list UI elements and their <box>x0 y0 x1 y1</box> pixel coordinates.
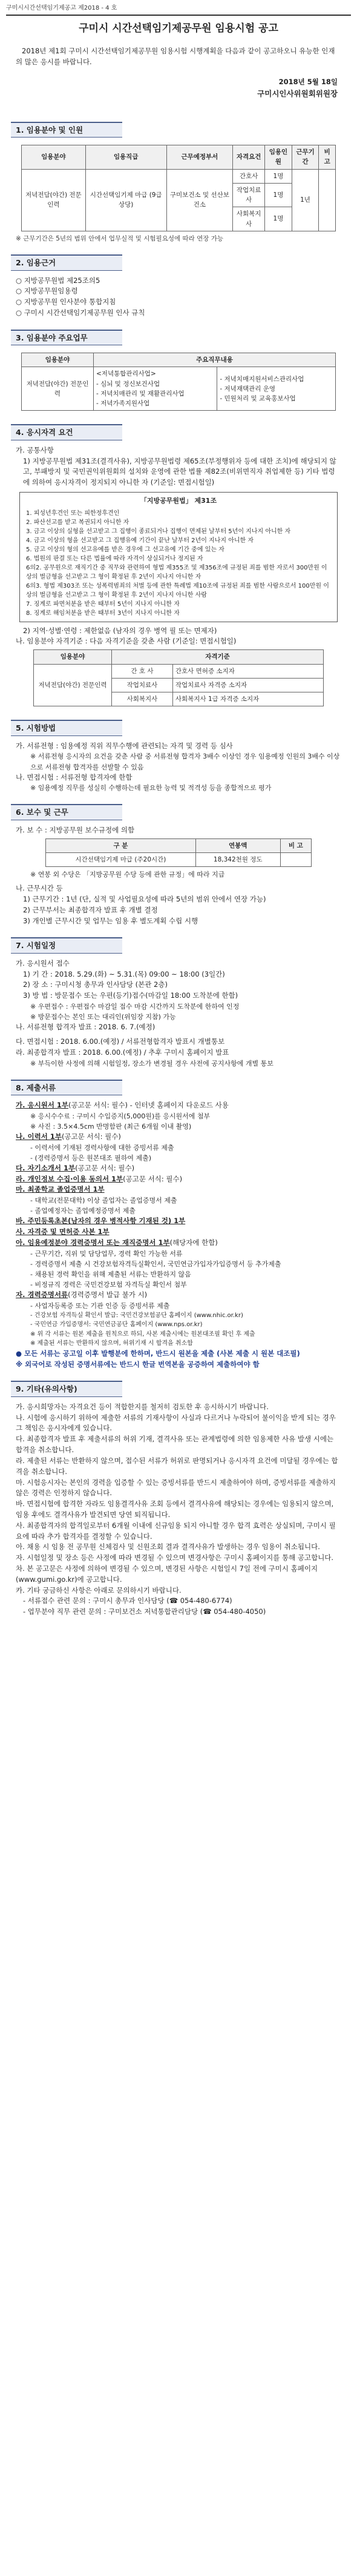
table-cell: 간 호 사 <box>112 664 173 678</box>
section-title-other: 9. 기타(유의사항) <box>11 1381 122 1396</box>
law-item: 8. 징계로 해임처분을 받은 때부터 3년이 지나지 아니한 자 <box>26 609 180 617</box>
list-item: 3) 개인별 근무시간 및 업무는 임용 후 별도계획 수립 시행 <box>23 916 198 925</box>
paragraph: 1) 지방공무원법 제31조(결격사유), 지방공무원법령 제65조(부정행위자 등에 대한 조치)에 해당되지 않고, 부패방지 및 국민권익위원회의 설치와 운영에 관한 법률 제82조(비위면직자 취업제한 등) 기타 법령에 의하여 응시자격이 정지되지 아니한 자 (기준일: 면접시험일) <box>23 456 336 487</box>
note-item: - 건강보험 자격득실 확인서 발급: 국민건강보험공단 홈페이지 (www.nhic.or.kr) <box>30 1312 243 1319</box>
law-item: 6의3. 형법 제303조 또는 성폭력범죄의 처벌 등에 관한 특례법 제10조에 규정된 죄를 범한 사람으로서 100만원 이상의 벌금형을 선고받고 그 형이 확정된 후 2년이 지나지 아니한 사람 <box>26 582 329 599</box>
list-item: ○ 구미시 시간선택임기제공무원 인사 규칙 <box>16 308 145 317</box>
col-header: 자격기준 <box>112 650 324 664</box>
documents-list <box>6 1100 351 1311</box>
law-item: 2. 파산선고를 받고 복권되지 아니한 자 <box>26 519 129 526</box>
document-item-title: 가. 응시원서 1부 <box>16 1101 69 1110</box>
section-title-eligibility: 4. 응시자격 요건 <box>11 424 122 440</box>
document-item-detail: ※ 응시수수료 : 구미시 수입증지(5,000원)를 응시원서에 첨부 <box>30 1112 211 1120</box>
table-cell: 저녁전담(야간) 전문인력 <box>22 169 86 231</box>
col-header: 비고 <box>319 145 336 170</box>
law-item: 7. 징계로 파면처분을 받은 때부터 5년이 지나지 아니한 자 <box>26 600 180 608</box>
section-title-pay: 6. 보수 및 근무 <box>11 804 122 820</box>
duties-right <box>217 367 336 411</box>
col-header: 주요직무내용 <box>94 353 336 367</box>
duty-item: - 저녁치매관리 및 재활관리사업 <box>96 390 185 397</box>
header-divider <box>6 15 351 16</box>
duty-item: - 저녁가족지원사업 <box>96 400 150 408</box>
important-notice: ※ 외국어로 작성된 증명서류에는 반드시 한글 번역본을 공증하여 제출하여야 함 <box>16 1359 260 1369</box>
notice-number: 구미시시간선택임기제공고 제2018 - 4 호 <box>6 5 117 12</box>
section-title-positions: 1. 임용분야 및 인원 <box>11 122 122 138</box>
list-item: 다. 최종합격자 발표 후 제출서류의 허위 기재, 결격사유 또는 관계법령에 의한 임용제한 사유 발생 시에는 합격을 취소합니다. <box>16 1435 334 1455</box>
col-header: 임용분야 <box>22 145 86 170</box>
paragraph: 나. 근무시간 등 <box>16 884 63 893</box>
list-item: 사. 최종합격자의 합격일로부터 6개월 이내에 신규임용 되지 아니할 경우 합격 효력은 상실되며, 구미시 필요에 따라 추가 합격자를 결정할 수 있습니다. <box>16 1521 336 1541</box>
document-item-desc: (공고문 서식: 필수) <box>123 1174 183 1183</box>
document-item-detail: - 졸업예정자는 졸업예정증명서 제출 <box>30 1207 136 1215</box>
note-item: ※ 임용예정 직무를 성실히 수행하는데 필요한 능력 및 적격성 등을 종합적으로 평가 <box>30 784 272 792</box>
note-item: ※ 제출된 서류는 반환하지 않으며, 허위기재 시 합격을 취소함 <box>30 1340 193 1347</box>
duties-left <box>94 367 217 411</box>
intro-paragraph: 2018년 제1회 구미시 시간선택임기제공무원 임용시험 시행계획을 다음과 같이 공고하오니 유능한 인재의 많은 응시를 바랍니다. <box>16 46 335 66</box>
table-cell: 간호사 <box>233 169 265 183</box>
document-item-desc: (해당자에 한함) <box>169 1238 218 1247</box>
col-header: 자격요건 <box>233 145 265 170</box>
contact-item: - 서류접수 관련 문의 : 구미시 총무과 인사담당 (☎ 054-480-6774) <box>23 1596 232 1605</box>
note-item: ※ 위 각 서류는 원본 제출을 원칙으로 하되, 사본 제출시에는 원본대조필 확인 후 제출 <box>30 1330 255 1338</box>
document-item <box>6 1216 351 1227</box>
list-item: 나. 시험에 응시하기 위하여 제출한 서류의 기재사항이 사실과 다르거나 누락되어 불이익을 받게 되는 경우 그 책임은 응시자에게 있습니다. <box>16 1413 336 1433</box>
document-item <box>6 1174 351 1185</box>
list-item: 2) 장 소 : 구미시청 총무과 인사담당 (본관 2층) <box>23 980 168 989</box>
law-box <box>19 492 338 622</box>
document-item <box>6 1163 351 1174</box>
document-item <box>6 1227 351 1238</box>
table-cell: 18,342천원 정도 <box>195 852 280 866</box>
document-item-detail: - 대학교(전문대학) 이상 졸업자는 졸업증명서 제출 <box>30 1197 177 1205</box>
document-item-title: 나. 이력서 1부 <box>16 1132 62 1141</box>
table-row <box>22 367 336 411</box>
table-cell: 사회복지사 1급 자격증 소지자 <box>172 692 323 706</box>
law-item: 6. 법원의 판결 또는 다른 법률에 따라 자격이 상실되거나 정지된 자 <box>26 555 203 562</box>
law-item: 3. 금고 이상의 실형을 선고받고 그 집행이 종료되거나 집행이 면제된 날부터 5년이 지나지 아니한 자 <box>26 528 291 535</box>
document-item-title: 바. 주민등록초본(남자의 경우 병적사항 기재된 것) 1부 <box>16 1217 186 1226</box>
section-title-basis: 2. 임용근거 <box>11 254 122 270</box>
section-title-duties: 3. 임용분야 주요업무 <box>11 330 122 345</box>
duty-item: - 심뇌 및 정신보건사업 <box>96 380 160 388</box>
table-cell: 구미보건소 및 선산보건소 <box>166 169 233 231</box>
document-item-title: 마. 최종학교 졸업증명서 1부 <box>16 1185 105 1194</box>
subheading: 나. 임용분야 자격기준 : 다음 자격기준을 갖춘 사람 (기준일: 면접시험일) <box>16 637 237 646</box>
notice-date: 2018년 5월 18일 <box>278 78 338 87</box>
positions-table <box>21 145 336 231</box>
document-item-detail: - 근무기간, 직위 및 담당업무, 경력 확인 가능한 서류 <box>30 1249 183 1258</box>
document-item <box>6 1238 351 1249</box>
document-item-title: 자. 경력증명서류 <box>16 1290 68 1299</box>
list-item: 차. 본 공고문은 사정에 의하여 변경될 수 있으며, 변경된 사항은 시험일시 7일 전에 구미시 홈페이지 (www.gumi.go.kr)에 공고합니다. <box>16 1564 318 1584</box>
note-item: ※ 부득이한 사정에 의해 시험일정, 장소가 변경될 경우 사전에 공지사항에 개별 통보 <box>30 1059 273 1067</box>
table-cell: 1년 <box>292 169 319 231</box>
table-cell: 시간선택임기제 마급 (주20시간) <box>46 852 196 866</box>
col-header: 연봉액 <box>195 838 280 852</box>
table-cell: 1명 <box>265 207 292 231</box>
term-note: ※ 근무기간은 5년의 범위 안에서 업무실적 및 시험필요성에 따라 연장 가능 <box>16 234 224 242</box>
document-item-detail: - (경력증명서 등은 원본대조 필하여 제출) <box>30 1154 152 1162</box>
table-row <box>34 664 324 678</box>
document-item-title: 다. 자기소개서 1부 <box>16 1163 76 1172</box>
law-item: 5. 금고 이상의 형의 선고유예를 받은 경우에 그 선고유예 기간 중에 있는 자 <box>26 546 224 553</box>
table-cell: 작업치료사 자격증 소지자 <box>172 678 323 692</box>
document-item <box>6 1132 351 1143</box>
document-item-detail: - 경력증명서 제출 시 건강보험자격득실확인서, 국민연금가입자가입증명서 등 추가제출 <box>30 1260 281 1268</box>
duty-item: - 민원처리 및 교육홍보사업 <box>220 395 296 403</box>
table-cell: 사회복지사 <box>112 692 173 706</box>
subheading: 가. 공통사항 <box>16 445 54 454</box>
document-item-title: 사. 자격증 및 면허증 사본 1부 <box>16 1227 110 1237</box>
qualification-table <box>33 649 324 706</box>
note-item: ※ 연봉 외 수당은 「지방공무원 수당 등에 관한 규정」에 따라 지급 <box>30 871 225 879</box>
important-notice: ● 모든 서류는 공고일 이후 발행분에 한하며, 반드시 원본을 제출 (사본 제출 시 원본 대조필) <box>16 1349 300 1358</box>
document-item-detail: - 채용된 경력 확인을 위해 제출된 서류는 반환하지 않음 <box>30 1270 191 1278</box>
list-item: ○ 지방공무원임용령 <box>16 287 78 296</box>
duties-table <box>21 353 336 411</box>
document-item <box>6 1290 351 1301</box>
paragraph: 라. 최종합격자 발표 : 2018. 6.00.(예정) / 추후 구미시 홈페이지 발표 <box>16 1047 229 1057</box>
law-box-title: 「지방공무원법」 제31조 <box>140 497 217 505</box>
table-cell: 작업치료사 <box>112 678 173 692</box>
notice-page <box>6 0 351 1622</box>
paragraph: 다. 면접시험 : 2018. 6.00.(예정) / 서류전형합격자 발표시 개별통보 <box>16 1037 225 1046</box>
list-item: 마. 시험응시자는 본인의 경력을 입증할 수 있는 증빙서류를 반드시 제출하여야 하며, 증빙서류를 제출하지 않은 경력은 인정하지 않습니다. <box>16 1478 336 1498</box>
table-row <box>46 852 312 866</box>
section-title-schedule: 7. 시험일정 <box>11 937 122 953</box>
law-item: 6의2. 공무원으로 재직기간 중 직무와 관련하여 형법 제355조 및 제356조에 규정된 죄를 범한 자로서 300만원 이상의 벌금형을 선고받고 그 형이 확정된 후 2년이 지나지 아니한 자 <box>26 564 327 580</box>
list-item: 자. 시험일정 및 장소 등은 사정에 따라 변경될 수 있으며 변경사항은 구미시 홈페이지를 통해 공고합니다. <box>16 1553 334 1562</box>
section-title-method: 5. 시험방법 <box>11 720 122 735</box>
table-cell: 저녁전담(야간) 전문인력 <box>22 367 94 411</box>
table-cell: 작업치료사 <box>233 183 265 207</box>
list-item: 3) 방 법 : 방문접수 또는 우편(등기)접수(마감일 18:00 도착분에 한함) <box>23 991 238 1000</box>
law-item: 4. 금고 이상의 형을 선고받고 그 집행유예 기간이 끝난 날부터 2년이 지나지 아니한 자 <box>26 537 254 544</box>
section-title-documents: 8. 제출서류 <box>11 1080 122 1095</box>
note-item: ※ 우편접수 : 우편접수 마감일 접수 마감 시간까지 도착분에 한하여 인정 <box>30 1003 240 1011</box>
document-item-desc: (공고문 서식: 필수) - 인터넷 홈페이지 다운로드 사용 <box>68 1101 229 1110</box>
contact-item: - 업무분야 직무 관련 문의 : 구미보건소 저녁통합관리담당 (☎ 054-480-4050) <box>23 1607 266 1616</box>
table-cell: 간호사 면허증 소지자 <box>172 664 323 678</box>
table-cell: 사회복지사 <box>233 207 265 231</box>
list-item: ○ 지방공무원법 제25조의5 <box>16 276 100 285</box>
document-item-detail: ※ 사진 : 3.5×4.5cm 반명함판 (최근 6개월 이내 촬영) <box>30 1122 192 1130</box>
issuing-org: 구미시인사위원회위원장 <box>257 89 338 99</box>
salary-table <box>45 838 312 868</box>
table-cell: 1명 <box>265 169 292 183</box>
paragraph: 가. 서류전형 : 임용예정 직위 직무수행에 관련되는 자격 및 경력 등 심사 <box>16 741 233 750</box>
document-item-title: 아. 임용예정분야 경력증명서 또는 재직증명서 1부 <box>16 1238 170 1247</box>
duty-item: - 저녁재택관리 운영 <box>220 385 276 393</box>
col-header: 근무기간 <box>292 145 319 170</box>
document-item <box>6 1100 351 1111</box>
document-item-desc: (공고문 서식: 필수) <box>75 1163 135 1172</box>
list-item: 라. 제출된 서류는 반환하지 않으며, 접수된 서류가 허위로 판명되거나 응시자격 요건에 미달될 경우에는 합격을 취소합니다. <box>16 1456 338 1476</box>
document-item-detail: - 비정규직 경력은 국민건강보험 자격득실 확인서 첨부 <box>30 1280 187 1289</box>
list-item: 1) 기 간 : 2018. 5.29.(화) ~ 5.31.(목) 09:00 ~ 18:00 (3일간) <box>23 969 225 978</box>
duty-item: <저녁통합관리사업> <box>96 370 156 378</box>
paragraph: 2) 지역·성별·연령 : 제한없음 (남자의 경우 병역 필 또는 면제자) <box>23 626 217 635</box>
paragraph: 가. 보 수 : 지방공무원 보수규정에 의함 <box>16 825 135 834</box>
note-item: - 국민연금 가입증명서: 국민연금공단 홈페이지 (www.nps.or.kr) <box>30 1321 203 1329</box>
list-item: 아. 채용 시 임용 전 공무원 신체검사 및 신원조회 결과 결격사유가 발생하는 경우 임용이 취소됩니다. <box>16 1542 320 1552</box>
notice-title: 구미시 시간선택임기제공무원 임용시험 공고 <box>79 22 278 35</box>
document-item <box>6 1184 351 1195</box>
col-header: 구 분 <box>46 838 196 852</box>
document-item-desc: (공고문 서식: 필수) <box>61 1132 121 1141</box>
col-header: 임용직급 <box>85 145 166 170</box>
col-header: 비 고 <box>280 838 311 852</box>
document-item-title: 라. 개인정보 수집·이용 동의서 1부 <box>16 1174 123 1183</box>
col-header: 근무예정부서 <box>166 145 233 170</box>
col-header: 임용인원 <box>265 145 292 170</box>
list-item: 카. 기타 궁금하신 사항은 아래로 문의하시기 바랍니다. <box>16 1585 182 1595</box>
list-item: 바. 면접시험에 합격한 자라도 임용결격사유 조회 등에서 결격사유에 해당되는 경우에는 임용되지 않으며, 임용 후에도 결격사유가 발견되면 당연 퇴직됩니다. <box>16 1499 334 1519</box>
note-item: ※ 방문접수는 본인 또는 대리인(위임장 지참) 가능 <box>30 1013 176 1021</box>
col-header: 임용분야 <box>22 353 94 367</box>
law-item: 1. 피성년후견인 또는 피한정후견인 <box>26 510 120 517</box>
document-item-detail: - 이력서에 기재된 경력사항에 대한 증빙서류 제출 <box>30 1143 174 1152</box>
table-cell <box>280 852 311 866</box>
list-item: ○ 지방공무원 인사분야 통합지침 <box>16 297 116 307</box>
table-cell: 시간선택임기제 마급 (9급 상당) <box>85 169 166 231</box>
list-item: 1) 근무기간 : 1년 (단, 실적 및 사업필요성에 따라 5년의 범위 안에서 연장 가능) <box>23 895 266 904</box>
duty-item: - 저녁치매지원서비스관리사업 <box>220 375 304 383</box>
document-item-detail: - 사업자등록증 또는 기관 인증 등 증빙서류 제출 <box>30 1301 170 1310</box>
list-item: 2) 근무부서는 최종합격자 발표 후 개별 결정 <box>23 905 158 914</box>
list-item: 가. 응시희망자는 자격요건 등이 적합한지를 철저히 검토한 후 응시하시기 바랍니다. <box>16 1402 269 1411</box>
table-cell <box>319 169 336 231</box>
paragraph: 가. 응시원서 접수 <box>16 958 70 968</box>
table-cell: 1명 <box>265 183 292 207</box>
note-item: ※ 서류전형 응시자의 요건을 갖춘 사람 중 서류전형 합격자 3배수 이상인 경우 임용예정 인원의 3배수 이상으로 서류전형 합격자를 선발할 수 있음 <box>30 752 340 771</box>
table-row <box>22 169 336 183</box>
col-header: 임용분야 <box>34 650 112 664</box>
document-item-desc: (경력증명서 발급 불가 시) <box>68 1290 148 1299</box>
paragraph: 나. 면접시험 : 서류전형 합격자에 한함 <box>16 772 133 782</box>
table-cell: 저녁전담(야간) 전문인력 <box>34 664 112 706</box>
paragraph: 나. 서류전형 합격자 발표 : 2018. 6. 7.(예정) <box>16 1023 156 1032</box>
